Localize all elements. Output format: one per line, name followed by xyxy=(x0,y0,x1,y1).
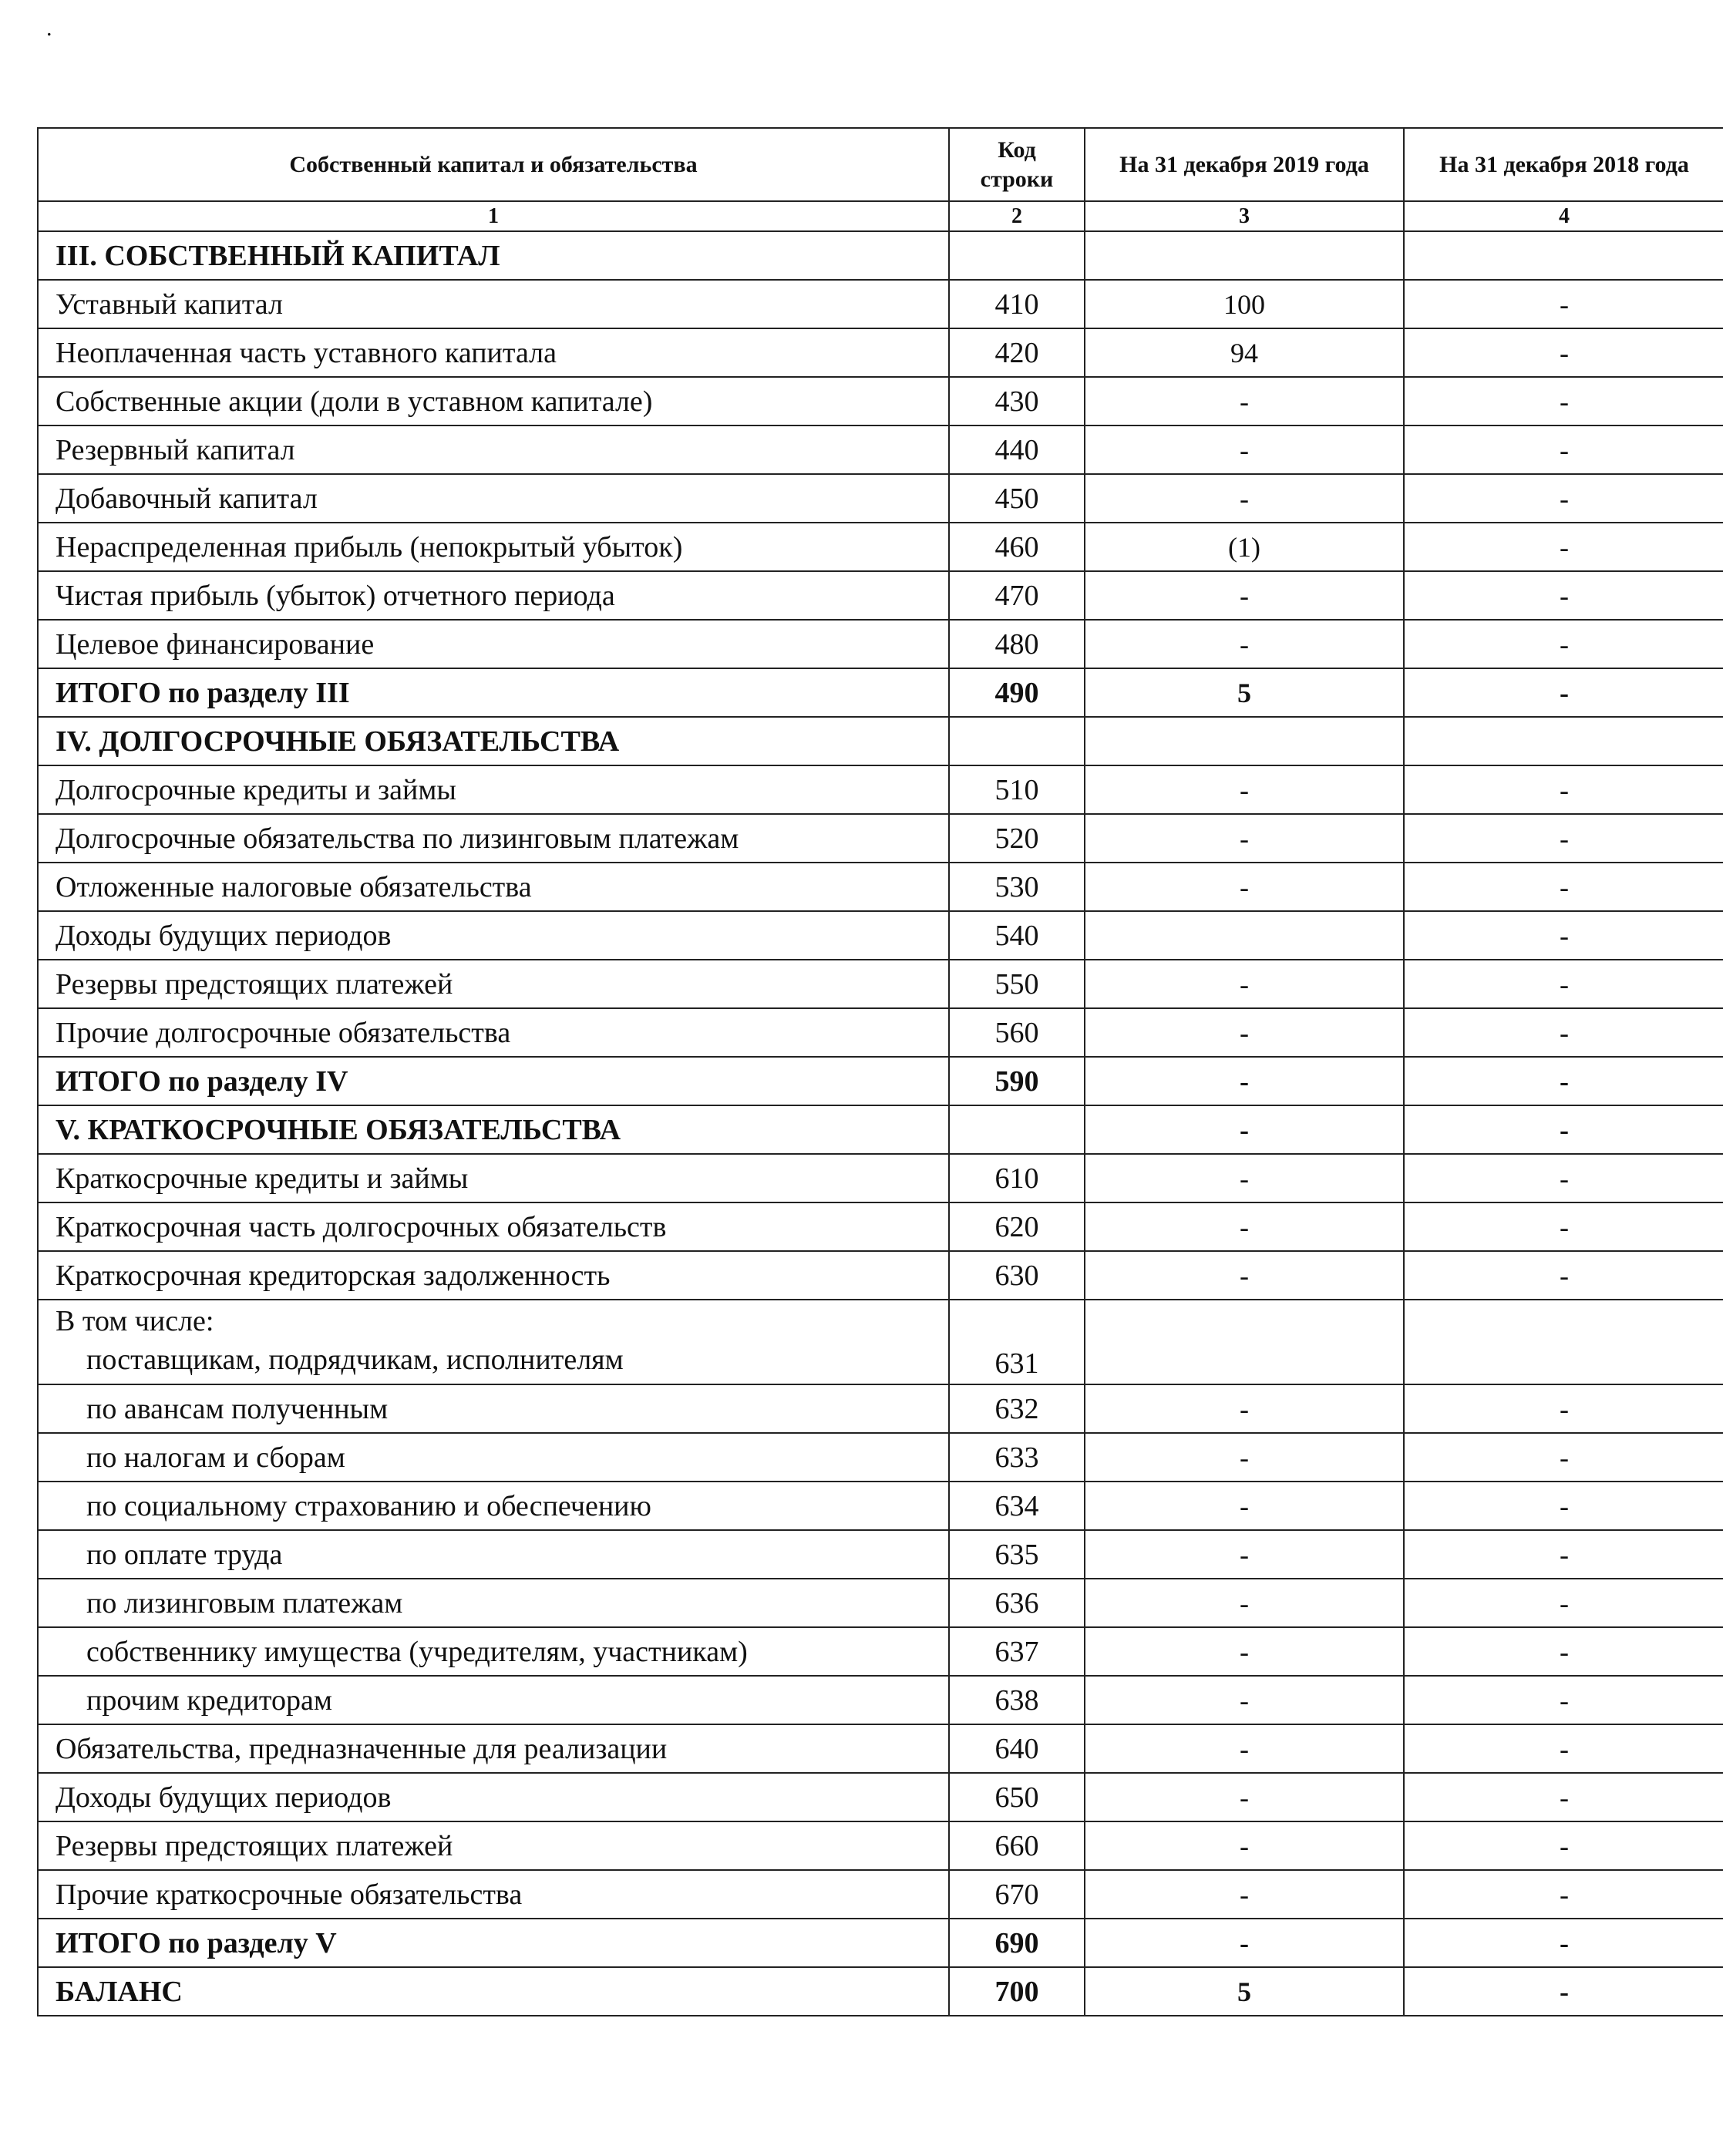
row-name: БАЛАНС xyxy=(38,1967,949,2016)
row-code: 490 xyxy=(949,668,1085,717)
value-2018: - xyxy=(1404,1579,1723,1627)
value-2019: - xyxy=(1085,1919,1404,1967)
value-2018: - xyxy=(1404,1154,1723,1202)
row-name: Резервы предстоящих платежей xyxy=(38,1821,949,1870)
value-2018: - xyxy=(1404,1008,1723,1057)
value-2019: - xyxy=(1085,425,1404,474)
value-2018: - xyxy=(1404,523,1723,571)
table-row xyxy=(38,474,1723,523)
row-code: 637 xyxy=(949,1627,1085,1676)
table-row xyxy=(38,911,1723,960)
row-name: Долгосрочные кредиты и займы xyxy=(38,765,949,814)
value-2018: - xyxy=(1404,1967,1723,2016)
value-2019: - xyxy=(1085,814,1404,863)
row-code: 633 xyxy=(949,1433,1085,1482)
header-line-code-word: Код xyxy=(998,136,1036,163)
value-2019: (1) xyxy=(1085,523,1404,571)
row-code: 480 xyxy=(949,620,1085,668)
row-code: 410 xyxy=(949,280,1085,328)
table-row xyxy=(38,523,1723,571)
value-2019: - xyxy=(1085,960,1404,1008)
row-code: 690 xyxy=(949,1919,1085,1967)
value-2019: 5 xyxy=(1085,1967,1404,2016)
row-name: Отложенные налоговые обязательства xyxy=(38,863,949,911)
table-row xyxy=(38,1154,1723,1202)
value-2019: - xyxy=(1085,1105,1404,1154)
row-code: 590 xyxy=(949,1057,1085,1105)
row-code xyxy=(949,717,1085,765)
value-2018: - xyxy=(1404,328,1723,377)
value-2018: - xyxy=(1404,668,1723,717)
row-name: собственнику имущества (учредителям, участникам) xyxy=(38,1627,949,1676)
value-2018: - xyxy=(1404,1057,1723,1105)
value-2019 xyxy=(1085,231,1404,280)
row-code: 530 xyxy=(949,863,1085,911)
value-2018: - xyxy=(1404,863,1723,911)
row-code: 640 xyxy=(949,1724,1085,1773)
table-row xyxy=(38,1967,1723,2016)
value-2019: - xyxy=(1085,765,1404,814)
row-name: Краткосрочные кредиты и займы xyxy=(38,1154,949,1202)
value-2018: - xyxy=(1404,1773,1723,1821)
table-row xyxy=(38,1919,1723,1967)
value-2019: - xyxy=(1085,1676,1404,1724)
header-equity-and-liabilities: Собственный капитал и обязательства xyxy=(38,128,949,201)
row-code: 450 xyxy=(949,474,1085,523)
value-2019: - xyxy=(1085,1579,1404,1627)
value-2019: 5 xyxy=(1085,668,1404,717)
value-2018: - xyxy=(1404,1724,1723,1773)
value-2019: - xyxy=(1085,1057,1404,1105)
row-name: Уставный капитал xyxy=(38,280,949,328)
row-name: IV. ДОЛГОСРОЧНЫЕ ОБЯЗАТЕЛЬСТВА xyxy=(38,717,949,765)
row-name: Прочие долгосрочные обязательства xyxy=(38,1008,949,1057)
table-header-row xyxy=(38,128,1723,201)
value-2019: - xyxy=(1085,620,1404,668)
row-code: 635 xyxy=(949,1530,1085,1579)
value-2018: - xyxy=(1404,1530,1723,1579)
header-2018: На 31 декабря 2018 года xyxy=(1404,128,1723,201)
table-row xyxy=(38,668,1723,717)
row-name: по социальному страхованию и обеспечению xyxy=(38,1482,949,1530)
value-2019: - xyxy=(1085,1251,1404,1300)
row-name: III. СОБСТВЕННЫЙ КАПИТАЛ xyxy=(38,231,949,280)
table-row xyxy=(38,863,1723,911)
row-code: 440 xyxy=(949,425,1085,474)
value-2018: - xyxy=(1404,1105,1723,1154)
row-code: 610 xyxy=(949,1154,1085,1202)
value-2018: - xyxy=(1404,1384,1723,1433)
row-name: по лизинговым платежам xyxy=(38,1579,949,1627)
table-row xyxy=(38,1579,1723,1627)
row-code: 634 xyxy=(949,1482,1085,1530)
row-code: 630 xyxy=(949,1251,1085,1300)
row-name: Неоплаченная часть уставного капитала xyxy=(38,328,949,377)
table-row xyxy=(38,717,1723,765)
row-code: 510 xyxy=(949,765,1085,814)
value-2018: - xyxy=(1404,1433,1723,1482)
table-row xyxy=(38,620,1723,668)
row-name: Резервы предстоящих платежей xyxy=(38,960,949,1008)
value-2018: - xyxy=(1404,1870,1723,1919)
value-2018: - xyxy=(1404,474,1723,523)
table-row xyxy=(38,1482,1723,1530)
value-2018: - xyxy=(1404,1251,1723,1300)
row-code: 430 xyxy=(949,377,1085,425)
value-2019: - xyxy=(1085,1530,1404,1579)
row-code: 460 xyxy=(949,523,1085,571)
including-label: В том числе: xyxy=(56,1305,214,1337)
value-2019 xyxy=(1085,717,1404,765)
value-2019: 94 xyxy=(1085,328,1404,377)
value-2018: - xyxy=(1404,377,1723,425)
value-2018: - xyxy=(1404,620,1723,668)
value-2019: - xyxy=(1085,1482,1404,1530)
table-row xyxy=(38,1627,1723,1676)
row-code: 550 xyxy=(949,960,1085,1008)
value-2019: - xyxy=(1085,1202,1404,1251)
row-code: 560 xyxy=(949,1008,1085,1057)
value-2018: - xyxy=(1404,1821,1723,1870)
row-code xyxy=(949,231,1085,280)
row-name: Краткосрочная кредиторская задолженность xyxy=(38,1251,949,1300)
table-row xyxy=(38,425,1723,474)
value-2019: - xyxy=(1085,377,1404,425)
table-row xyxy=(38,231,1723,280)
row-code: 636 xyxy=(949,1579,1085,1627)
row-name xyxy=(38,1300,949,1384)
table-row xyxy=(38,1724,1723,1773)
table-row xyxy=(38,377,1723,425)
value-2019 xyxy=(1085,911,1404,960)
table-row xyxy=(38,1057,1723,1105)
row-code: 670 xyxy=(949,1870,1085,1919)
table-row xyxy=(38,1300,1723,1384)
value-2018: - xyxy=(1404,1676,1723,1724)
table-row xyxy=(38,571,1723,620)
row-code: 470 xyxy=(949,571,1085,620)
table-row xyxy=(38,1870,1723,1919)
value-2019: - xyxy=(1085,1870,1404,1919)
table-row xyxy=(38,328,1723,377)
row-name-text: поставщикам, подрядчикам, исполнителям xyxy=(86,1344,624,1376)
table-row xyxy=(38,1105,1723,1154)
row-name: Нераспределенная прибыль (непокрытый убыток) xyxy=(38,523,949,571)
value-2019: - xyxy=(1085,1724,1404,1773)
row-name: Долгосрочные обязательства по лизинговым платежам xyxy=(38,814,949,863)
value-2018: - xyxy=(1404,1202,1723,1251)
table-row xyxy=(38,765,1723,814)
value-2018: - xyxy=(1404,765,1723,814)
row-name: по авансам полученным xyxy=(38,1384,949,1433)
row-name: Чистая прибыль (убыток) отчетного периода xyxy=(38,571,949,620)
header-line-code xyxy=(949,128,1085,201)
row-name: по налогам и сборам xyxy=(38,1433,949,1482)
row-name: ИТОГО по разделу III xyxy=(38,668,949,717)
table-row xyxy=(38,280,1723,328)
value-2019: - xyxy=(1085,1008,1404,1057)
value-2019: - xyxy=(1085,1773,1404,1821)
row-code: 700 xyxy=(949,1967,1085,2016)
value-2018: - xyxy=(1404,280,1723,328)
row-name: Доходы будущих периодов xyxy=(38,1773,949,1821)
row-name: ИТОГО по разделу V xyxy=(38,1919,949,1967)
value-2018 xyxy=(1404,231,1723,280)
header-2019: На 31 декабря 2019 года xyxy=(1085,128,1404,201)
row-code: 631 xyxy=(949,1300,1085,1384)
row-code: 650 xyxy=(949,1773,1085,1821)
row-name: по оплате труда xyxy=(38,1530,949,1579)
value-2019: 100 xyxy=(1085,280,1404,328)
value-2018: - xyxy=(1404,960,1723,1008)
table-row xyxy=(38,1676,1723,1724)
table-row xyxy=(38,1384,1723,1433)
row-name: ИТОГО по разделу IV xyxy=(38,1057,949,1105)
value-2018: - xyxy=(1404,1482,1723,1530)
value-2019: - xyxy=(1085,1384,1404,1433)
row-code: 540 xyxy=(949,911,1085,960)
table-row xyxy=(38,1251,1723,1300)
value-2018 xyxy=(1404,1300,1723,1384)
value-2018 xyxy=(1404,717,1723,765)
row-code: 638 xyxy=(949,1676,1085,1724)
page-mark: . xyxy=(46,15,52,41)
column-number: 2 xyxy=(949,201,1085,231)
table-row xyxy=(38,960,1723,1008)
row-code xyxy=(949,1105,1085,1154)
value-2019: - xyxy=(1085,1154,1404,1202)
value-2018: - xyxy=(1404,814,1723,863)
value-2019: - xyxy=(1085,1821,1404,1870)
column-number: 4 xyxy=(1404,201,1723,231)
table-row xyxy=(38,814,1723,863)
value-2019 xyxy=(1085,1300,1404,1384)
header-line-code-row: строки xyxy=(980,166,1054,192)
table-row xyxy=(38,1433,1723,1482)
table-row xyxy=(38,1821,1723,1870)
table-row xyxy=(38,1530,1723,1579)
table-row xyxy=(38,1202,1723,1251)
column-number-row xyxy=(38,201,1723,231)
row-name: Прочие краткосрочные обязательства xyxy=(38,1870,949,1919)
column-number: 3 xyxy=(1085,201,1404,231)
row-code: 420 xyxy=(949,328,1085,377)
table-body xyxy=(38,231,1723,2016)
row-name: Добавочный капитал xyxy=(38,474,949,523)
value-2018: - xyxy=(1404,571,1723,620)
row-code: 520 xyxy=(949,814,1085,863)
table-row xyxy=(38,1008,1723,1057)
row-name: Собственные акции (доли в уставном капитале) xyxy=(38,377,949,425)
value-2019: - xyxy=(1085,1433,1404,1482)
table-row xyxy=(38,1773,1723,1821)
row-name: Краткосрочная часть долгосрочных обязательств xyxy=(38,1202,949,1251)
value-2019: - xyxy=(1085,863,1404,911)
row-name: Резервный капитал xyxy=(38,425,949,474)
row-name: Целевое финансирование xyxy=(38,620,949,668)
balance-sheet-table xyxy=(37,127,1723,2016)
value-2019: - xyxy=(1085,474,1404,523)
value-2018: - xyxy=(1404,1627,1723,1676)
row-name: V. КРАТКОСРОЧНЫЕ ОБЯЗАТЕЛЬСТВА xyxy=(38,1105,949,1154)
value-2018: - xyxy=(1404,911,1723,960)
value-2019: - xyxy=(1085,571,1404,620)
column-number: 1 xyxy=(38,201,949,231)
row-name: Доходы будущих периодов xyxy=(38,911,949,960)
row-code: 660 xyxy=(949,1821,1085,1870)
value-2018: - xyxy=(1404,425,1723,474)
row-code: 620 xyxy=(949,1202,1085,1251)
value-2019: - xyxy=(1085,1627,1404,1676)
value-2018: - xyxy=(1404,1919,1723,1967)
row-code: 632 xyxy=(949,1384,1085,1433)
row-name: прочим кредиторам xyxy=(38,1676,949,1724)
row-name: Обязательства, предназначенные для реализации xyxy=(38,1724,949,1773)
